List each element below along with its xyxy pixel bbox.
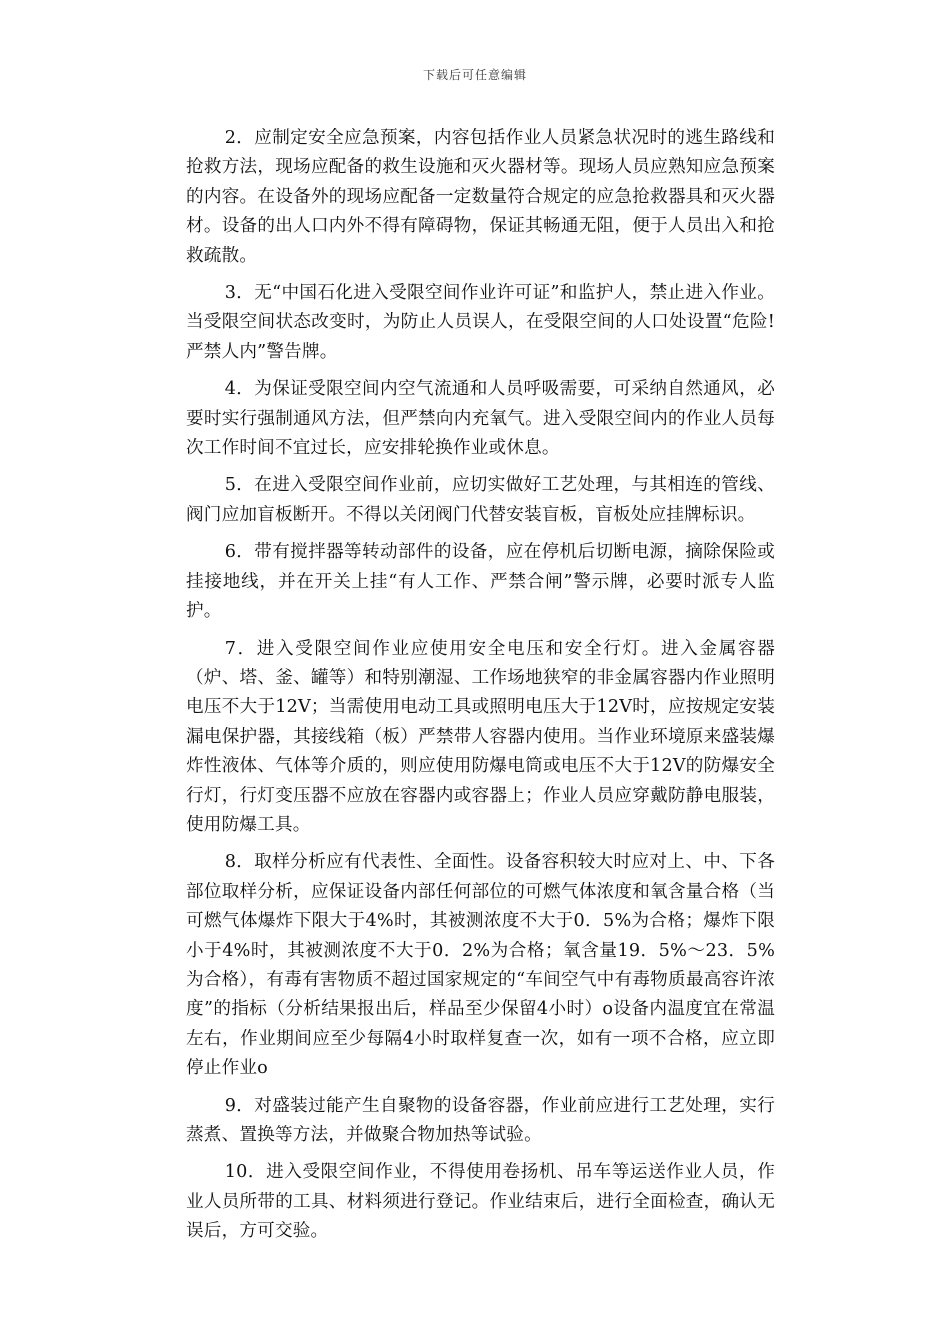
paragraph-10: 10．进入受限空间作业，不得使用卷扬机、吊车等运送作业人员，作业人员所带的工具、材料须进行登记。作业结束后，进行全面检查，确认无误后，方可交验。 xyxy=(186,1162,775,1242)
paragraph-7: 7．进入受限空间作业应使用安全电压和安全行灯。进入金属容器（炉、塔、釜、罐等）和特别潮湿、工作场地狭窄的非金属容器内作业照明电压不大于12V；当需使用电动工具或照明电压大于12V时，应按规定安装漏电保护器，其接线箱（板）严禁带人容器内使用。当作业环境原来盛装爆炸性液体、气体等介质的，则应使用防爆电筒或电压不大于12V的防爆安全行灯，行灯变压器不应放在容器内或容器上；作业人员应穿戴防静电服装，使用防爆工具。 xyxy=(186,638,775,835)
paragraph-5: 5．在进入受限空间作业前，应切实做好工艺处理，与其相连的管线、阀门应加盲板断开。不得以关闭阀门代替安装盲板，盲板处应挂牌标识。 xyxy=(186,475,775,525)
page-header: 下载后可任意编辑 xyxy=(422,68,527,82)
paragraph-9: 9．对盛装过能产生自聚物的设备容器，作业前应进行工艺处理，实行蒸煮、置换等方法，并做聚合物加热等试验。 xyxy=(186,1095,775,1145)
document-body xyxy=(186,124,775,1255)
paragraph-3: 3．无“中国石化进入受限空间作业许可证”和监护人，禁止进入作业。当受限空间状态改变时，为防止人员误人，在受限空间的人口处设置“危险!严禁人内”警告牌。 xyxy=(186,283,775,362)
paragraph-4: 4．为保证受限空间内空气流通和人员呼吸需要，可采纳自然通风，必要时实行强制通风方法，但严禁向内充氧气。进入受限空间内的作业人员每次工作时间不宜过长，应安排轮换作业或休息。 xyxy=(186,379,775,459)
paragraph-6: 6．带有搅拌器等转动部件的设备，应在停机后切断电源，摘除保险或挂接地线，并在开关上挂“有人工作、严禁合闸”警示牌，必要时派专人监护。 xyxy=(186,542,775,622)
paragraph-8: 8．取样分析应有代表性、全面性。设备容积较大时应对上、中、下各部位取样分析，应保证设备内部任何部位的可燃气体浓度和氧含量合格（当可燃气体爆炸下限大于4%时，其被测浓度不大于0．5%为合格；爆炸下限小于4%时，其被测浓度不大于0．2%为合格；氧含量19．5%～23．5%为合格），有毒有害物质不超过国家规定的“车间空气中有毒物质最高容许浓度”的指标（分析结果报出后，样品至少保留4小时）o设备内温度宜在常温左右，作业期间应至少每隔4小时取样复查一次，如有一项不合格，应立即停止作业o xyxy=(186,852,775,1079)
paragraph-2: 2．应制定安全应急预案，内容包括作业人员紧急状况时的逃生路线和抢救方法，现场应配备的救生设施和灭火器材等。现场人员应熟知应急预案的内容。在设备外的现场应配备一定数量符合规定的应急抢救器具和灭火器材。设备的出人口内外不得有障碍物，保证其畅通无阻，便于人员出入和抢救疏散。 xyxy=(186,128,775,266)
